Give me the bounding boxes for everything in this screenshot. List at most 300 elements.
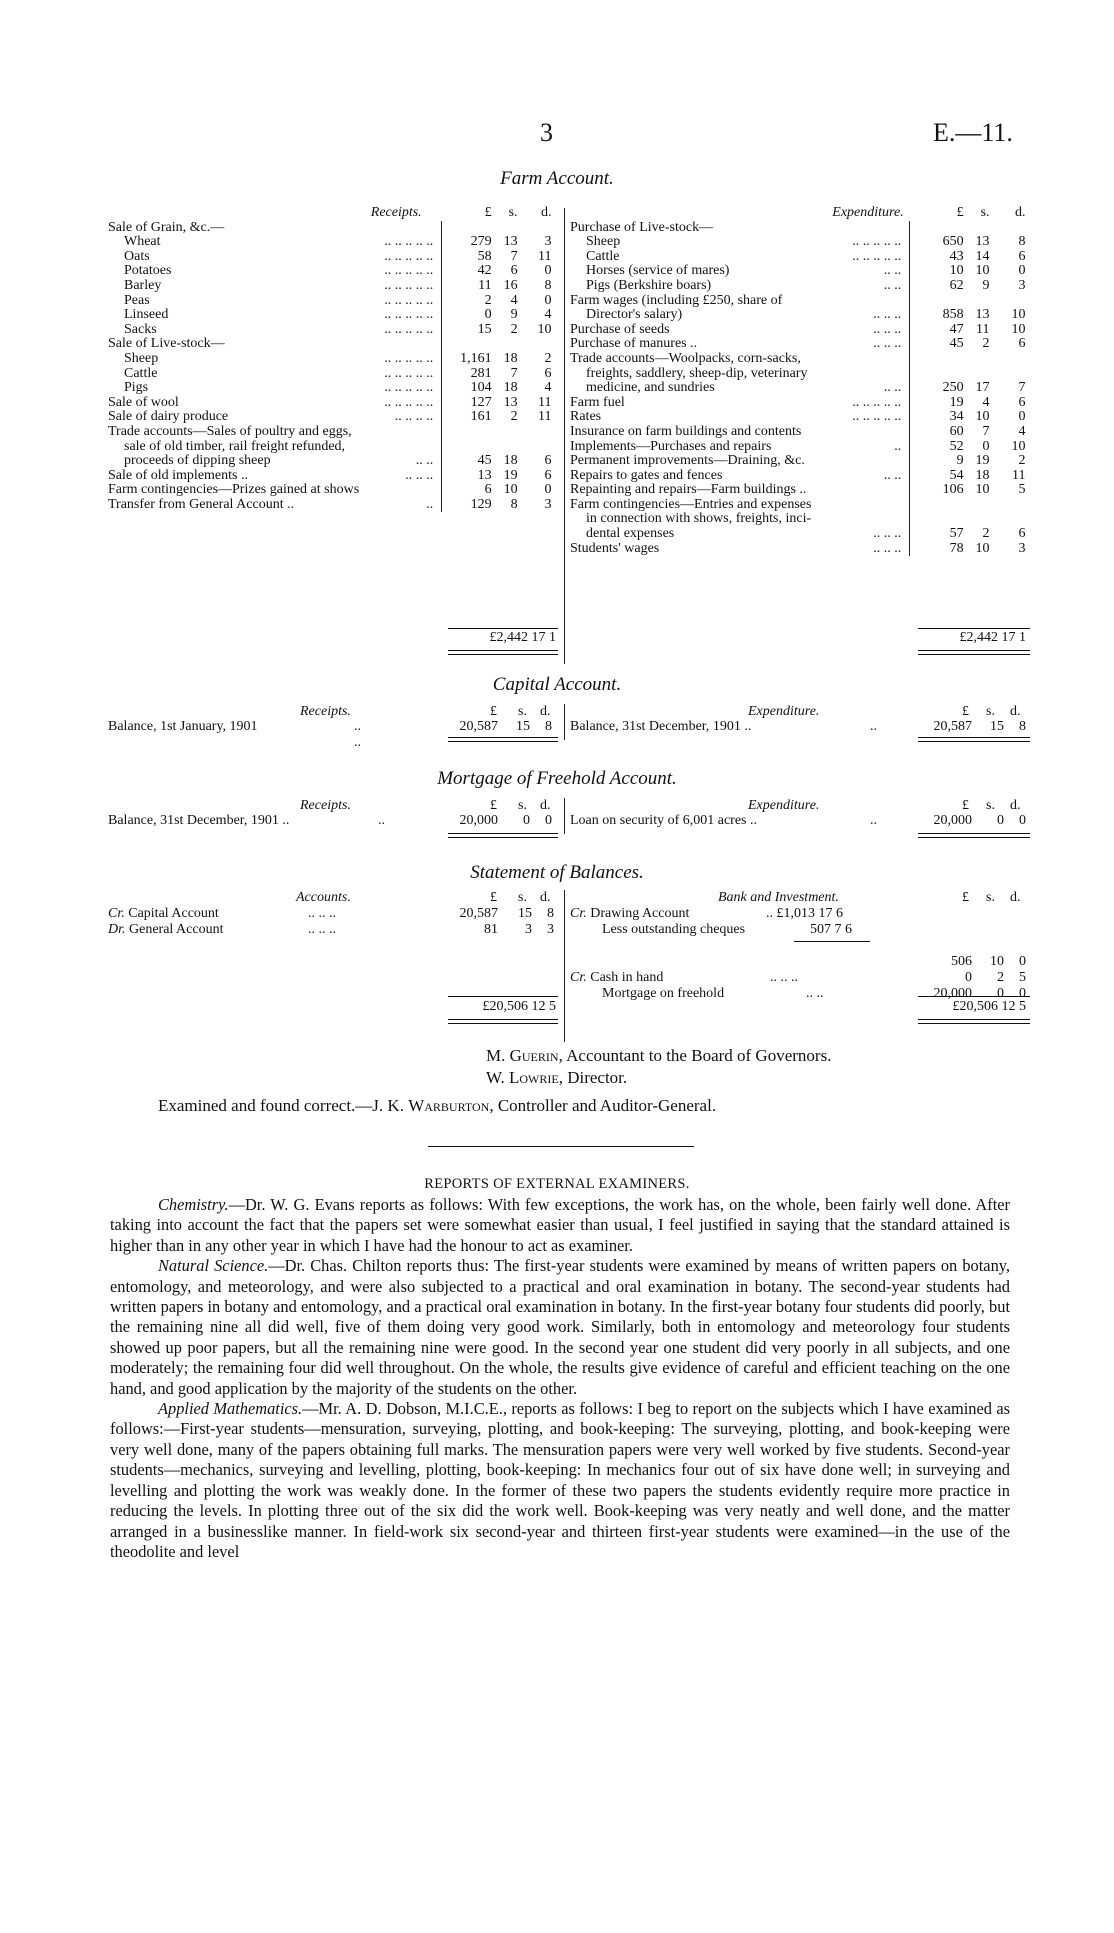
- account-row: [570, 367, 1030, 382]
- row-label-text: Transfer from General Account ..: [108, 496, 295, 512]
- row-label: [570, 469, 910, 484]
- mortgage-expenditure-row: Loan on security of 6,001 acres .. ..: [570, 813, 877, 828]
- section-divider: [428, 1146, 694, 1147]
- account-row: [108, 294, 556, 309]
- row-label: [108, 410, 442, 425]
- shillings-value: 19: [503, 467, 518, 483]
- row-label: [570, 527, 910, 542]
- leader-dots: .. ..: [883, 467, 902, 483]
- row-label: [570, 498, 910, 513]
- leader-dots: .. .. .. .. ..: [852, 409, 902, 425]
- pounds-value: 43: [910, 250, 964, 265]
- pounds-value: 106: [910, 483, 964, 498]
- balance-row: [108, 906, 558, 922]
- row-label-text: Sale of Live-stock—: [108, 336, 225, 352]
- row-label: [108, 367, 442, 382]
- total-double-rule: [918, 650, 1030, 655]
- row-label: [108, 279, 442, 294]
- pence-value: 7: [1018, 380, 1026, 396]
- page-number: 3: [540, 118, 553, 147]
- account-row: [108, 264, 556, 279]
- pence-value: 0: [1018, 409, 1026, 425]
- account-row: [108, 250, 556, 265]
- shillings-value: [492, 221, 518, 236]
- account-row: [570, 527, 1030, 542]
- shillings-value: 18: [503, 380, 518, 396]
- row-label: [108, 323, 442, 338]
- shillings-value: [492, 425, 518, 440]
- shillings-value: 10: [975, 263, 990, 279]
- balance-label: Capital Account: [128, 906, 219, 921]
- row-label: [108, 396, 442, 411]
- pounds-col: £: [484, 205, 492, 220]
- row-label: [570, 308, 910, 323]
- leader-dots: .. .. .. .. ..: [384, 394, 434, 410]
- shillings-value: 10: [503, 482, 518, 498]
- account-row: [108, 396, 556, 411]
- pence-value: 3: [544, 234, 552, 250]
- leader-dots: .. .. ..: [873, 307, 902, 323]
- shillings-value: 9: [510, 307, 518, 323]
- leader-dots: .. ..: [883, 263, 902, 279]
- accountant-signature: M. Guerin, Accountant to the Board of Governors.: [486, 1046, 832, 1065]
- capital-account-title: Capital Account.: [492, 674, 622, 695]
- pounds-value: 6: [442, 483, 492, 498]
- mortgage-expenditure-heading: Expenditure.: [748, 798, 820, 813]
- pence-value: 3: [1018, 540, 1026, 556]
- pounds-value: 34: [910, 410, 964, 425]
- row-label-text: Pigs: [124, 380, 149, 396]
- row-label-text: Pigs (Berkshire boars): [586, 277, 712, 293]
- row-label: [570, 323, 910, 338]
- account-row: [108, 454, 556, 469]
- leader-dots: .. .. ..: [405, 467, 434, 483]
- row-label-text: Sale of dairy produce: [108, 409, 229, 425]
- pounds-value: 250: [910, 381, 964, 396]
- capital-receipt-label: Balance, 1st January, 1901: [108, 719, 258, 734]
- account-row: [570, 352, 1030, 367]
- pence-col: d.: [540, 890, 551, 905]
- pence-value: 8: [1018, 234, 1026, 250]
- bank-heading: Bank and Investment.: [718, 890, 839, 905]
- pounds-value: 20,587: [459, 906, 498, 921]
- drawing-amount: .. £1,013 17 6: [766, 906, 843, 921]
- row-label-text: Rates: [570, 409, 602, 425]
- row-label-text: Peas: [124, 292, 150, 308]
- row-label-text: Sheep: [124, 350, 159, 366]
- account-row: [108, 352, 556, 367]
- pounds-value: [442, 440, 492, 455]
- pence-value: 3: [547, 922, 554, 937]
- pence-value: 8: [544, 277, 552, 293]
- total-rule: [918, 628, 1030, 629]
- pounds-value: 161: [442, 410, 492, 425]
- account-row: [108, 308, 556, 323]
- pounds-value: [442, 221, 492, 236]
- total-double-rule: [448, 650, 558, 655]
- row-label: [108, 483, 442, 498]
- row-label: [570, 483, 910, 498]
- balances-right-total: £20,506 12 5: [952, 999, 1026, 1014]
- leader-dots: .. .. .. .. ..: [852, 394, 902, 410]
- account-row: [108, 221, 556, 236]
- pence-value: [990, 294, 1030, 309]
- row-label: [108, 235, 442, 250]
- account-row: [570, 235, 1030, 250]
- leader-dots: .. ..: [883, 277, 902, 293]
- row-label-text: Cattle: [124, 365, 158, 381]
- pence-value: 10: [537, 321, 552, 337]
- shillings-col: s.: [986, 890, 995, 905]
- row-label-text: Director's salary): [586, 307, 683, 323]
- row-label-text: Repainting and repairs—Farm buildings ..: [570, 482, 807, 498]
- leader-dots: .. .. ..: [873, 526, 902, 542]
- row-label: [108, 352, 442, 367]
- row-label-text: Sale of Grain, &c.—: [108, 219, 225, 235]
- shillings-value: [964, 221, 990, 236]
- outstanding-cheques-row: Less outstanding cheques 507 7 6: [602, 922, 852, 937]
- row-label: [108, 440, 442, 455]
- row-label: [570, 410, 910, 425]
- shillings-value: 10: [975, 482, 990, 498]
- shillings-col: s.: [518, 890, 527, 905]
- shillings-value: [964, 367, 990, 382]
- pence-value: 2: [544, 350, 552, 366]
- row-label: [570, 279, 910, 294]
- net-drawing-amount: 506 10 0: [951, 954, 1026, 969]
- pence-value: 0: [544, 292, 552, 308]
- pounds-value: 81: [484, 922, 498, 937]
- leader-dots: .. .. .. .. ..: [384, 263, 434, 279]
- shillings-value: 18: [503, 453, 518, 469]
- pounds-value: [442, 425, 492, 440]
- pounds-value: 42: [442, 264, 492, 279]
- pounds-col: £: [490, 798, 497, 813]
- row-label-text: Insurance on farm buildings and contents: [570, 423, 802, 439]
- shillings-col: s.: [986, 704, 995, 719]
- account-row: [570, 221, 1030, 236]
- account-row: [570, 279, 1030, 294]
- row-label-text: Oats: [124, 248, 150, 264]
- account-row: [570, 440, 1030, 455]
- pence-value: 6: [1018, 394, 1026, 410]
- account-row: [570, 410, 1030, 425]
- mortgage-receipts-heading: Receipts.: [300, 798, 351, 813]
- pounds-value: 19: [910, 396, 964, 411]
- shillings-value: [964, 498, 990, 513]
- pounds-col: £: [962, 798, 969, 813]
- row-label: [570, 425, 910, 440]
- pence-value: 6: [1018, 248, 1026, 264]
- row-label-text: Farm contingencies—Prizes gained at shows: [108, 482, 360, 498]
- row-label-text: in connection with shows, freights, inci-: [586, 511, 812, 527]
- mortgage-account-title: Mortgage of Freehold Account.: [437, 768, 677, 789]
- row-label: [108, 264, 442, 279]
- leader-dots: .. .. .. .. ..: [384, 350, 434, 366]
- cash-in-hand-row: Cr. Cash in hand .. .. .. 0 2 5: [570, 970, 1026, 985]
- pounds-value: 62: [910, 279, 964, 294]
- pounds-value: 104: [442, 381, 492, 396]
- leader-dots: .. .. ..: [308, 906, 336, 921]
- row-label-text: sale of old timber, rail freight refunded,: [124, 438, 346, 454]
- account-row: [108, 425, 556, 440]
- pounds-value: 281: [442, 367, 492, 382]
- total-rule: [918, 996, 1030, 997]
- shillings-value: 2: [982, 336, 990, 352]
- pounds-value: 78: [910, 542, 964, 557]
- pounds-value: [910, 367, 964, 382]
- column-divider: [564, 704, 565, 740]
- shillings-value: 10: [975, 540, 990, 556]
- row-label: [570, 250, 910, 265]
- pence-value: [990, 221, 1030, 236]
- account-row: [570, 425, 1030, 440]
- balances-left-total: £20,506 12 5: [482, 999, 556, 1014]
- pence-value: 6: [544, 365, 552, 381]
- column-divider: [564, 890, 565, 1042]
- capital-expenditure-heading: Expenditure.: [748, 704, 820, 719]
- pounds-value: [910, 352, 964, 367]
- shillings-value: 13: [975, 234, 990, 250]
- total-double-rule: [448, 737, 558, 742]
- pence-value: 4: [1018, 423, 1026, 439]
- row-label-text: dental expenses: [586, 526, 675, 542]
- account-row: [108, 381, 556, 396]
- pounds-value: 45: [442, 454, 492, 469]
- row-label-text: Sale of wool: [108, 394, 179, 410]
- row-label-text: Sale of old implements ..: [108, 467, 248, 483]
- shillings-value: 19: [975, 453, 990, 469]
- farm-expenditure-total: £2,442 17 1: [959, 630, 1026, 645]
- farm-receipts-total: £2,442 17 1: [489, 630, 556, 645]
- row-label-text: Students' wages: [570, 540, 660, 556]
- pence-value: [990, 352, 1030, 367]
- reports-body: [110, 1195, 1010, 1562]
- receipts-heading: Receipts.: [370, 205, 422, 220]
- shillings-value: 2: [982, 526, 990, 542]
- account-row: [570, 323, 1030, 338]
- balance-label: General Account: [129, 922, 224, 937]
- account-row: [108, 483, 556, 498]
- row-label: [570, 367, 910, 382]
- balance-row: [108, 922, 558, 938]
- total-double-rule: [918, 1019, 1030, 1024]
- pence-value: 3: [1018, 277, 1026, 293]
- row-label-text: Purchase of Live-stock—: [570, 219, 714, 235]
- pence-col: d.: [540, 704, 551, 719]
- leader-dots: .. .. .. .. ..: [384, 307, 434, 323]
- shillings-col: s.: [508, 205, 518, 220]
- account-row: [108, 440, 556, 455]
- leader-dots: .. .. ..: [873, 321, 902, 337]
- row-label-text: Sacks: [124, 321, 157, 337]
- leader-dots: .. ..: [883, 380, 902, 396]
- account-row: [570, 396, 1030, 411]
- row-label-text: Permanent improvements—Draining, &c.: [570, 453, 805, 469]
- account-row: [570, 498, 1030, 513]
- leader-dots: .. ..: [415, 453, 434, 469]
- leader-dots: .. .. .. .. ..: [384, 365, 434, 381]
- leader-dots: .. .. .. .. ..: [384, 248, 434, 264]
- account-row: [570, 308, 1030, 323]
- row-label: [108, 308, 442, 323]
- report-paragraph: Chemistry.—Dr. W. G. Evans reports as follows: With few exceptions, the work has, on the whole, been fairly well done. After taking into account the fact that the papers set were somewhat easier than usual, I feel justified in saying that the standard attained is higher than in any other year in which I have had the honour to act as examiner.: [110, 1195, 1010, 1255]
- pence-value: [518, 425, 556, 440]
- row-label: [570, 542, 910, 557]
- shillings-value: 4: [982, 394, 990, 410]
- account-row: [108, 279, 556, 294]
- pence-col: d.: [541, 205, 552, 220]
- account-row: [108, 367, 556, 382]
- balance-prefix: Cr.: [108, 906, 129, 921]
- account-row: [570, 337, 1030, 352]
- pence-value: 2: [1018, 453, 1026, 469]
- account-row: [570, 454, 1030, 469]
- account-row: [108, 469, 556, 484]
- pounds-value: 13: [442, 469, 492, 484]
- column-divider: [564, 798, 565, 834]
- pounds-value: 11: [442, 279, 492, 294]
- pence-value: [518, 440, 556, 455]
- total-double-rule: [918, 737, 1030, 742]
- pounds-value: 57: [910, 527, 964, 542]
- farm-expenditure-table: [570, 206, 1030, 556]
- pence-value: 8: [547, 906, 554, 921]
- pence-value: 10: [1011, 307, 1026, 323]
- total-double-rule: [918, 833, 1030, 838]
- pence-value: 0: [544, 263, 552, 279]
- shillings-col: s.: [518, 798, 527, 813]
- pounds-col: £: [962, 890, 969, 905]
- row-label: [108, 454, 442, 469]
- pounds-value: 2: [442, 294, 492, 309]
- row-label: [570, 294, 910, 309]
- leader-dots: .. .. .. .. ..: [384, 292, 434, 308]
- pence-value: 11: [538, 409, 552, 425]
- pence-value: 11: [1012, 467, 1026, 483]
- row-label-text: Farm contingencies—Entries and expenses: [570, 496, 812, 512]
- shillings-value: 16: [503, 277, 518, 293]
- capital-expenditure-row: Balance, 31st December, 1901 .. ..: [570, 719, 877, 734]
- shillings-value: 9: [982, 277, 990, 293]
- row-label: [570, 235, 910, 250]
- row-label: [570, 512, 910, 527]
- row-label-text: Trade accounts—Woolpacks, corn-sacks,: [570, 350, 801, 366]
- pence-value: [990, 498, 1030, 513]
- row-label-text: Repairs to gates and fences: [570, 467, 723, 483]
- shillings-value: [492, 440, 518, 455]
- shillings-value: 8: [510, 496, 518, 512]
- row-label-text: Cattle: [586, 248, 620, 264]
- row-label: [570, 352, 910, 367]
- row-label: [570, 454, 910, 469]
- pence-col: d.: [540, 798, 551, 813]
- account-row: [570, 483, 1030, 498]
- pounds-col: £: [490, 704, 497, 719]
- shillings-value: 7: [510, 248, 518, 264]
- leader-dots: .. .. ..: [873, 540, 902, 556]
- pounds-value: 279: [442, 235, 492, 250]
- shillings-value: [964, 512, 990, 527]
- row-label: [570, 440, 910, 455]
- pence-value: 6: [544, 453, 552, 469]
- shillings-value: 7: [982, 423, 990, 439]
- shillings-value: 7: [510, 365, 518, 381]
- pence-value: 0: [544, 482, 552, 498]
- row-label: [570, 221, 910, 236]
- balance-prefix: Dr.: [108, 922, 130, 937]
- account-row: [108, 235, 556, 250]
- shillings-col: s.: [986, 798, 995, 813]
- leader-dots: .. .. ..: [308, 922, 336, 937]
- pounds-value: 127: [442, 396, 492, 411]
- row-label-text: Sheep: [586, 234, 621, 250]
- pounds-value: 1,161: [442, 352, 492, 367]
- pence-value: 11: [538, 394, 552, 410]
- leader-dots: .. .. .. .. ..: [384, 321, 434, 337]
- row-label-text: Farm wages (including £250, share of: [570, 292, 783, 308]
- capital-expenditure-label: Balance, 31st December, 1901 ..: [570, 719, 752, 734]
- shillings-value: 17: [975, 380, 990, 396]
- pounds-value: 52: [910, 440, 964, 455]
- pence-value: 10: [1011, 438, 1026, 454]
- pence-col: d.: [1010, 798, 1021, 813]
- total-rule: [448, 996, 558, 997]
- row-label: [570, 381, 910, 396]
- pounds-value: [910, 512, 964, 527]
- row-label-text: medicine, and sundries: [586, 380, 715, 396]
- shillings-col: s.: [518, 704, 527, 719]
- row-label: [108, 425, 442, 440]
- column-divider: [564, 208, 565, 664]
- mortgage-receipt-row: Balance, 31st December, 1901 .. ..: [108, 813, 385, 828]
- row-label: [570, 396, 910, 411]
- shillings-value: [964, 294, 990, 309]
- row-label: [108, 498, 442, 513]
- balances-right: [570, 906, 1030, 1002]
- shillings-value: 2: [510, 409, 518, 425]
- leader-dots: ..: [426, 496, 434, 512]
- shillings-value: 4: [510, 292, 518, 308]
- row-label: [108, 250, 442, 265]
- auditor-statement: Examined and found correct.—J. K. Warburton, Controller and Auditor-General.: [158, 1096, 717, 1115]
- capital-receipt-row: Balance, 1st January, 1901 .. ..: [108, 719, 361, 750]
- pence-value: 4: [544, 307, 552, 323]
- account-row: [570, 264, 1030, 279]
- row-label-text: Wheat: [124, 234, 161, 250]
- account-row: [108, 410, 556, 425]
- document-reference: E.—11.: [933, 118, 1013, 147]
- pounds-col: £: [490, 890, 497, 905]
- director-signature: W. Lowrie, Director.: [486, 1068, 628, 1087]
- leader-dots: .. .. .. ..: [394, 409, 434, 425]
- farm-receipts-table: [108, 206, 556, 512]
- account-row: [570, 512, 1030, 527]
- net-drawing-row: [570, 938, 1030, 954]
- shillings-value: 18: [975, 467, 990, 483]
- pounds-value: [442, 337, 492, 352]
- account-row: [108, 498, 556, 513]
- pounds-value: 650: [910, 235, 964, 250]
- pounds-col: £: [956, 205, 964, 220]
- pence-col: d.: [1010, 704, 1021, 719]
- row-label-text: Farm fuel: [570, 394, 625, 410]
- shillings-col: s.: [980, 205, 990, 220]
- leader-dots: .. .. .. .. ..: [852, 248, 902, 264]
- total-double-rule: [448, 833, 558, 838]
- pounds-value: 58: [442, 250, 492, 265]
- leader-dots: .. .. .. .. ..: [384, 277, 434, 293]
